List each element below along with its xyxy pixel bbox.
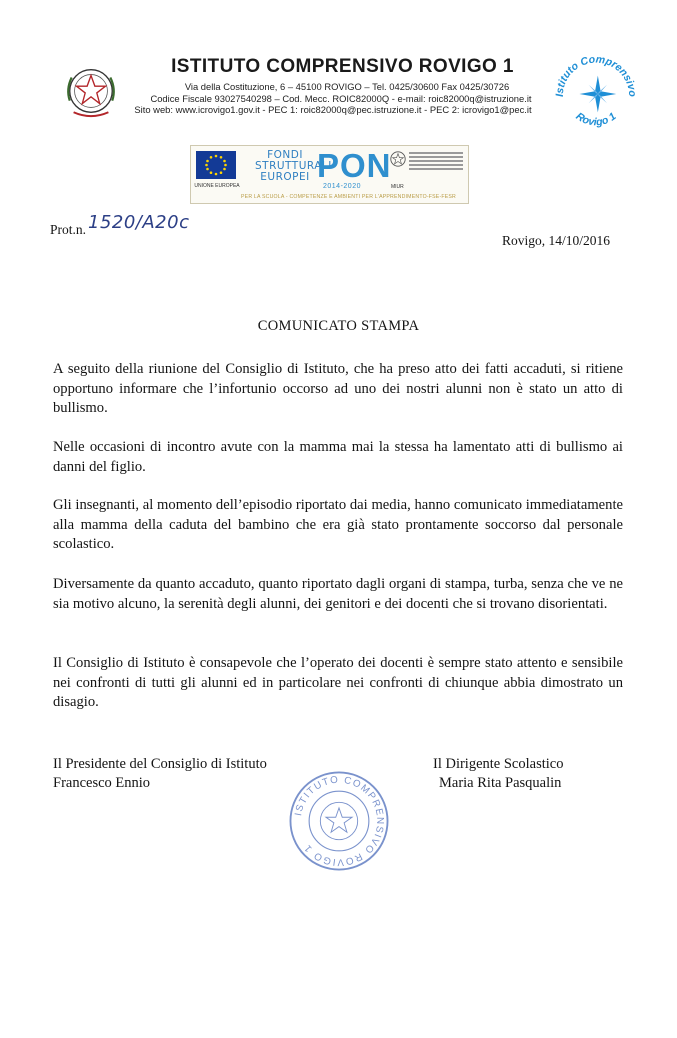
paragraph-3: Gli insegnanti, al momento dell’episodio riportato dai media, hanno comunicato immediatamente alla mamma della caduta del bambino che era già stato prontamente soccorso dal personale scolastico. [53,497,623,552]
ministry-text-lines [409,152,463,172]
protocol-label: Prot.n. [50,222,87,237]
ministry-emblem-icon [389,150,407,168]
fondi-strutturali-text: FONDI STRUTTURALI EUROPEI [255,149,332,183]
pon-years: 2014-2020 [323,183,361,190]
president-name: Francesco Ennio [53,775,151,791]
paragraph-2: Nelle occasioni di incontro avute con la mamma mai la stessa ha lamentato atti di bullismo ai danni del figlio. [53,439,623,475]
protocol-number-handwritten: 1520/A20c [88,212,190,233]
svg-text:ISTITUTO COMPRENSIVO ROVIGO 1 [293,774,385,867]
institute-codes: Codice Fiscale 93027540298 – Cod. Mecc. ROIC82000Q - e-mail: roic82000q@istruzione.it [150,93,532,104]
paragraph-4: Diversamente da quanto accaduto, quanto riportato dagli organi di stampa, turba, senza che ve ne sia motivo alcuno, la serenità degli alunni, dei genitori e dei docenti che si trovano disorientati. [53,576,623,612]
eu-caption: UNIONE EUROPEA [194,183,240,189]
institute-web: Sito web: www.icrovigo1.gov.it - PEC 1: roic82000q@pec.istruzione.it - PEC 2: icrovigo1@pec.it [134,104,532,115]
institute-compass-logo [550,48,642,140]
principal-role: Il Dirigente Scolastico [433,756,564,772]
school-stamp [283,765,395,877]
document-title: COMUNICATO STAMPA [257,318,420,334]
eu-flag-icon [196,151,236,179]
logo-text-top: Istituto Comprensivo [553,53,639,98]
ministry-caption: MIUR [391,184,404,190]
logo-text-bottom: Rovigo 1 [573,110,619,129]
paragraph-1: A seguito della riunione del Consiglio di Istituto, che ha preso atto dei fatti accaduti, si ritiene opportuno informare che l’infortunio occorso ad uno dei nostri alunni non è stato un atto di bullismo. [53,361,623,416]
compass-rose-icon [579,76,616,113]
stamp-text: ISTITUTO COMPRENSIVO ROVIGO 1 [293,774,386,868]
stamp-emblem-icon [320,802,357,839]
svg-text:Rovigo 1 [574,110,619,128]
italian-republic-emblem-icon [62,62,120,120]
pon-funding-banner [190,145,469,204]
institute-name: ISTITUTO COMPRENSIVO ROVIGO 1 [171,56,514,77]
institute-address: Via della Costituzione, 6 – 45100 ROVIGO – Tel. 0425/30600 Fax 0425/30726 [184,81,510,92]
document-date: Rovigo, 14/10/2016 [501,233,610,248]
president-role: Il Presidente del Consiglio di Istituto [53,756,267,772]
banner-strip-text: PER LA SCUOLA - COMPETENZE E AMBIENTI PER L'APPRENDIMENTO-FSE-FESR [241,194,457,200]
principal-name: Maria Rita Pasqualin [439,775,562,791]
pon-logo-text: PON [317,147,392,184]
paragraph-5: Il Consiglio di Istituto è consapevole che l’operato dei docenti è sempre stato attento e sensibile nei confronti di tutti gli alunni ed in particolare nei confronti di chiunque abbia dimostrato un disagio. [53,655,623,710]
